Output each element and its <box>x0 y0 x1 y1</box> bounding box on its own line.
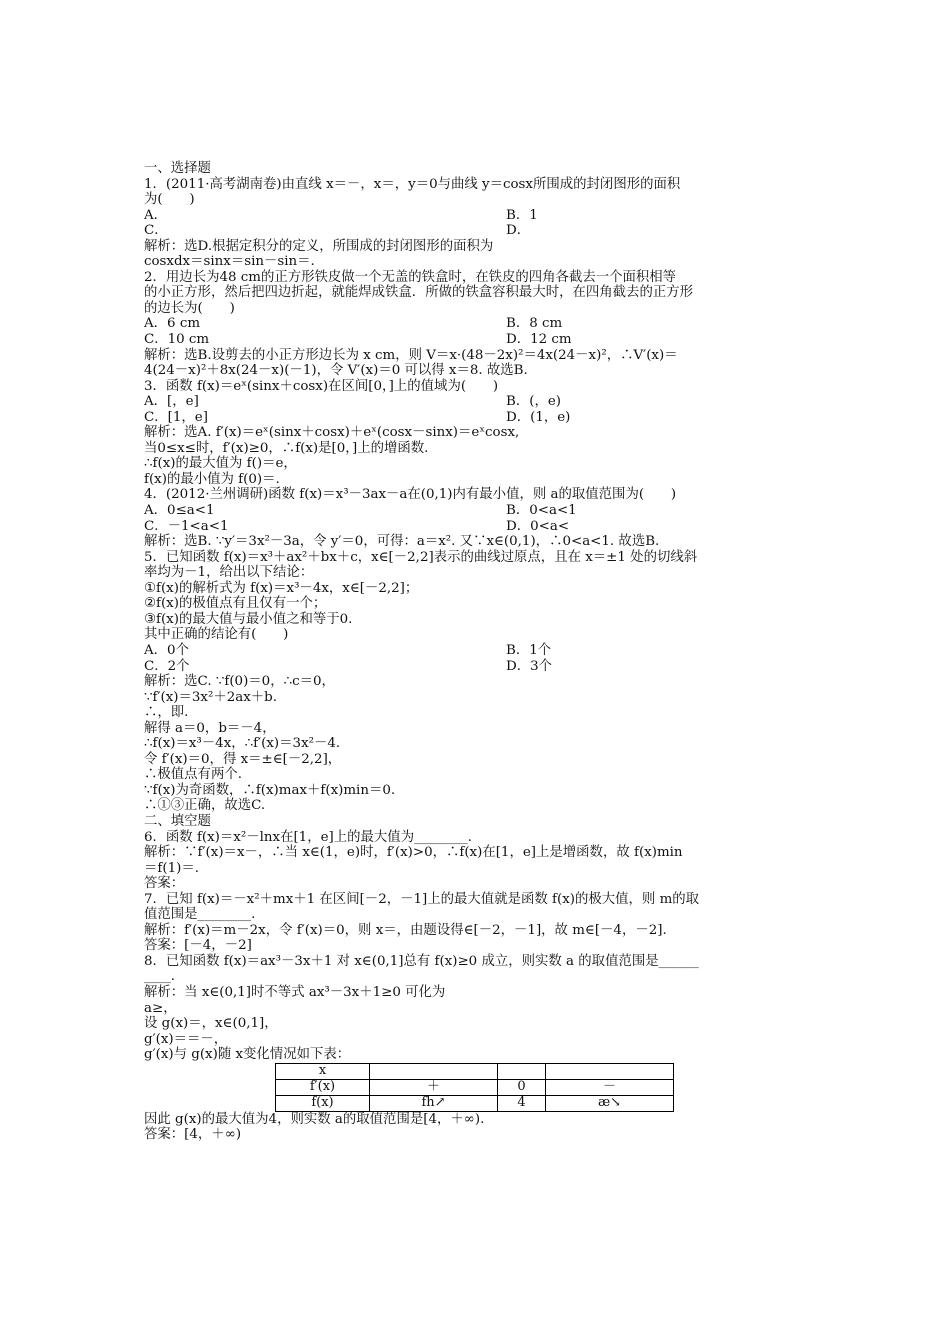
q6-stem-line1: 6．函数 f(x)＝x²－lnx在[1，e]上的最大值为________. <box>144 829 472 845</box>
q2-stem-line3: 的边长为( ) <box>144 300 235 316</box>
q5-stem-line2: 率均为－1，给出以下结论： <box>144 565 314 581</box>
q2-options-row1 <box>144 316 814 332</box>
q6-solution-line2: ＝f(1)＝. <box>144 860 199 876</box>
q5-solution-line8: ∵f(x)为奇函数，∴f(x)max＋f(x)min＝0. <box>144 782 396 798</box>
q5-solution-line2: ∵f′(x)＝3x²＋2ax＋b. <box>144 689 278 705</box>
q6-solution-line1: 解析：∵f′(x)＝x－，∴当 x∈(1，e)时，f′(x)>0，∴f(x)在[1，e]上是增函数，故 f(x)min <box>144 845 683 861</box>
q8-solution-line2: a≥， <box>144 1000 177 1016</box>
q1-options-row1 <box>144 208 814 224</box>
q8-solution-line1: 解析：当 x∈(0,1]时不等式 ax³－3x＋1≥0 可化为 <box>144 984 446 1000</box>
q5-solution-line5: ∴f(x)＝x³－4x，∴f′(x)＝3x²－4. <box>144 736 341 752</box>
q7-answer: 答案：[－4，－2] <box>144 938 252 954</box>
q2-solution-line2: 4(24－x)²＋8x(24－x)(－1)，令 V′(x)＝0 可以得 x＝8. 故选B. <box>144 363 528 379</box>
q8-solution-line4: g′(x)＝＝－， <box>144 1031 228 1047</box>
q1-option-a: A． <box>144 207 168 223</box>
table-cell: x <box>276 1063 370 1079</box>
table-cell <box>546 1063 674 1079</box>
q2-option-b: B．8 cm <box>506 316 563 332</box>
q5-option-c: C．2个 <box>144 658 190 674</box>
q4-option-c: C．－1<a<1 <box>144 518 229 534</box>
section-heading-fill: 二、填空题 <box>144 813 211 829</box>
q5-solution-line9: ∴①③正确，故选C. <box>144 798 266 814</box>
table-cell <box>498 1063 546 1079</box>
q2-option-a: A．6 cm <box>144 316 201 332</box>
q5-options-row2 <box>144 659 814 675</box>
q5-stem-line1: 5．已知函数 f(x)＝x³＋ax²＋bx＋c，x∈[－2,2]表示的曲线过原点，且在 x＝±1 处的切线斜 <box>144 549 698 565</box>
table-cell: 4 <box>498 1095 546 1111</box>
q5-options-row1 <box>144 643 814 659</box>
q2-solution-line1: 解析：选B.设剪去的小正方形边长为 x cm，则 V＝x·(48－2x)²＝4x(24－x)²，∴V′(x)＝ <box>144 347 678 363</box>
q3-solution-line4: f(x)的最小值为 f(0)＝. <box>144 471 280 487</box>
document-page <box>144 161 814 1143</box>
q8-solution-line5: g′(x)与 g(x)随 x变化情况如下表： <box>144 1047 351 1063</box>
q1-stem-line1: 1．(2011·高考湖南卷)由直线 x＝－，x＝，y＝0与曲线 y＝cosx所围成的封闭图形的面积 <box>144 176 681 192</box>
q2-options-row2 <box>144 332 814 348</box>
q7-stem-line1: 7．已知 f(x)＝－x²＋mx＋1 在区间[－2，－1]上的最大值就是函数 f(x)的极大值，则 m的取 <box>144 891 700 907</box>
table-cell: æ↘ <box>546 1095 674 1111</box>
q5-conclusion-1: ①f(x)的解析式为 f(x)＝x³－4x，x∈[－2,2]； <box>144 580 419 596</box>
table-cell: fh↗ <box>370 1095 498 1111</box>
q1-option-b: B．1 <box>506 207 538 223</box>
q8-stem-line2: ____. <box>144 969 176 985</box>
q4-solution-line1: 解析：选B. ∵y′＝3x²－3a，令 y′＝0，可得：a＝x². 又∵x∈(0,1)，∴0<a<1. 故选B. <box>144 534 660 550</box>
q2-option-c: C．10 cm <box>144 332 210 348</box>
q4-option-b: B．0<a<1 <box>506 503 577 519</box>
table-row <box>276 1063 674 1079</box>
q3-option-c: C．[1，e] <box>144 409 208 425</box>
table-cell: － <box>546 1079 674 1095</box>
q3-option-a: A．[，e] <box>144 394 199 410</box>
q5-question: 其中正确的结论有( ) <box>144 627 289 643</box>
q5-conclusion-3: ③f(x)的最大值与最小值之和等于0. <box>144 611 353 627</box>
q8-solution-line6: 因此 g(x)的最大值为4，则实数 a的取值范围是[4，＋∞). <box>144 1111 485 1127</box>
q4-options-row1 <box>144 503 814 519</box>
q3-option-b: B．(，e) <box>506 394 561 410</box>
q8-answer: 答案：[4，＋∞) <box>144 1127 242 1143</box>
q5-solution-line1: 解析：选C. ∵f(0)＝0，∴c＝0， <box>144 674 335 690</box>
q3-solution-line1: 解析：选A. f′(x)＝eˣ(sinx＋cosx)＋eˣ(cosx－sinx)＝eˣcosx, <box>144 425 520 441</box>
q5-option-d: D．3个 <box>506 658 553 674</box>
q3-options-row2 <box>144 410 814 426</box>
q1-options-row2 <box>144 223 814 239</box>
q8-stem-line1: 8．已知函数 f(x)＝ax³－3x＋1 对 x∈(0,1]总有 f(x)≥0 成立，则实数 a 的取值范围是______ <box>144 953 699 969</box>
table-cell <box>370 1063 498 1079</box>
variation-table <box>275 1063 674 1112</box>
q4-stem-line1: 4．(2012·兰州调研)函数 f(x)＝x³－3ax－a在(0,1)内有最小值，则 a的取值范围为( ) <box>144 487 677 503</box>
q8-solution-line3: 设 g(x)＝，x∈(0,1]， <box>144 1016 278 1032</box>
q3-stem-line1: 3．函数 f(x)＝eˣ(sinx＋cosx)在区间[0，]上的值域为( ) <box>144 378 499 394</box>
q1-solution-line2: cosxdx＝sinx＝sin－sin＝. <box>144 254 315 270</box>
q4-option-a: A．0≤a<1 <box>144 503 215 519</box>
q4-option-d: D．0<a< <box>506 518 570 534</box>
q5-solution-line4: 解得 a＝0，b＝－4， <box>144 720 276 736</box>
q5-solution-line7: ∴极值点有两个. <box>144 767 242 783</box>
q7-stem-line2: 值范围是________. <box>144 907 256 923</box>
q3-options-row1 <box>144 394 814 410</box>
table-cell: 0 <box>498 1079 546 1095</box>
q3-option-d: D．(1，e) <box>506 409 571 425</box>
q2-stem-line2: 的小正方形，然后把四边折起，就能焊成铁盒．所做的铁盒容积最大时，在四角截去的正方形 <box>144 285 694 301</box>
q3-solution-line2: 当0≤x≤时，f′(x)≥0，∴f(x)是[0，]上的增函数. <box>144 440 429 456</box>
section-heading-choice: 一、选择题 <box>144 161 211 176</box>
table-row <box>276 1095 674 1111</box>
table-row <box>276 1079 674 1095</box>
q1-solution-line1: 解析：选D.根据定积分的定义，所围成的封闭图形的面积为 <box>144 238 494 254</box>
q5-option-b: B．1个 <box>506 642 552 658</box>
q5-option-a: A．0个 <box>144 642 189 658</box>
table-cell: ＋ <box>370 1079 498 1095</box>
q1-option-d: D． <box>506 223 531 239</box>
q5-solution-line3: ∴，即. <box>144 705 189 721</box>
table-cell: f′(x) <box>276 1079 370 1095</box>
table-cell: f(x) <box>276 1095 370 1111</box>
q6-answer: 答案： <box>144 876 185 892</box>
q5-conclusion-2: ②f(x)的极值点有且仅有一个； <box>144 596 327 612</box>
q1-option-c: C． <box>144 223 168 239</box>
q3-solution-line3: ∴f(x)的最大值为 f()＝e， <box>144 456 297 472</box>
q4-options-row2 <box>144 519 814 535</box>
q1-stem-line2: 为( ) <box>144 192 195 208</box>
q7-solution-line1: 解析：f′(x)＝m－2x，令 f′(x)＝0，则 x＝，由题设得∈[－2，－1]，故 m∈[－4，－2]. <box>144 922 667 938</box>
q2-option-d: D．12 cm <box>506 332 572 348</box>
q5-solution-line6: 令 f′(x)＝0，得 x＝±∈[－2,2]， <box>144 751 342 767</box>
q2-stem-line1: 2．用边长为48 cm的正方形铁皮做一个无盖的铁盒时，在铁皮的四角各截去一个面积相等 <box>144 269 677 285</box>
